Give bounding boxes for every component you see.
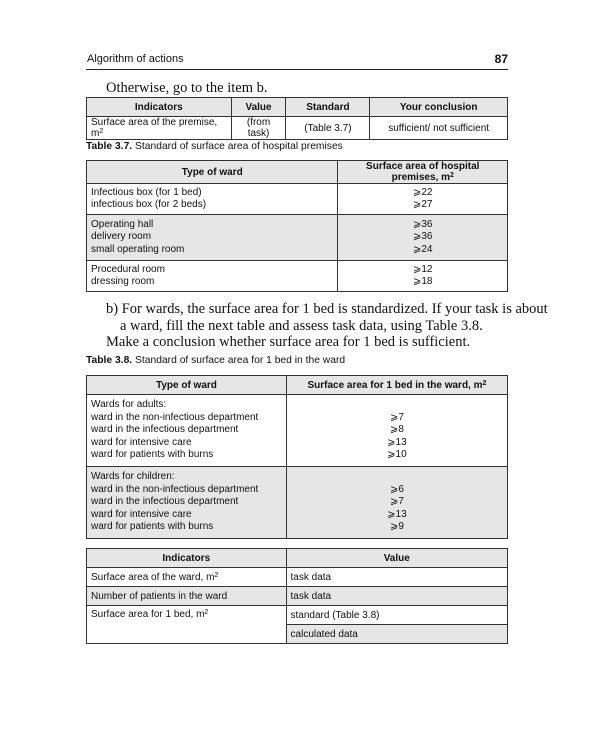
ward-calculation-table — [86, 548, 508, 644]
paragraph-line: a ward, fill the next table and assess task data, using Table 3.8. — [120, 318, 483, 334]
table-header-row — [87, 161, 508, 184]
column-header: Type of ward — [87, 161, 338, 184]
table-caption: Table 3.7. Standard of surface area of hospital premises — [86, 141, 343, 152]
column-header: Surface area for 1 bed in the ward, $m^2$ — [286, 376, 507, 395]
table-cell: Wards for children: ward in the non-infectious department ward in the infectious department ward for intensive care ward for patients with burns — [87, 467, 287, 539]
column-header: Indicators — [87, 549, 287, 568]
table-cell: Wards for adults: ward in the non-infectious department ward in the infectious department ward for intensive care ward for patients with burns — [87, 395, 287, 467]
table-cell: ⩾12 ⩾18 — [338, 261, 508, 292]
table-cell: task data — [286, 568, 507, 587]
table-cell: calculated data — [286, 625, 507, 644]
table-cell: sufficient/ not sufficient — [370, 117, 508, 140]
table-row — [87, 467, 508, 539]
table-cell: task data — [286, 587, 507, 606]
table-cell: ⩾7 ⩾8 ⩾13 ⩾10 — [286, 395, 507, 467]
table-row — [87, 117, 508, 140]
column-header: Surface area of hospital premises, $m^2$ — [338, 161, 508, 184]
table-cell: ⩾22 ⩾27 — [338, 184, 508, 215]
table-cell: Surface area for 1 bed, $m^2$ — [87, 606, 287, 644]
intro-text: Otherwise, go to the item b. — [106, 80, 268, 96]
table-cell: Infectious box (for 1 bed) infectious box (for 2 beds) — [87, 184, 338, 215]
table-row — [87, 184, 508, 215]
paragraph-line: Make a conclusion whether surface area for 1 bed is sufficient. — [106, 334, 471, 350]
table-cell: standard (Table 3.8) — [286, 606, 507, 625]
table-cell: ⩾6 ⩾7 ⩾13 ⩾9 — [286, 467, 507, 539]
table-cell: Number of patients in the ward — [87, 587, 287, 606]
table-row — [87, 568, 508, 587]
table-header-row — [87, 376, 508, 395]
table-header-row — [87, 98, 508, 117]
table-cell: Surface area of the premise, $m^2$ — [87, 117, 232, 140]
column-header: Standard — [286, 98, 370, 117]
table-header-row — [87, 549, 508, 568]
page-number: 87 — [494, 52, 508, 66]
table-cell: Surface area of the ward, $m^2$ — [87, 568, 287, 587]
header-title: Algorithm of actions — [87, 53, 184, 65]
table-row — [87, 606, 508, 625]
table-cell: ⩾36 ⩾36 ⩾24 — [338, 215, 508, 261]
table-row — [87, 395, 508, 467]
table-row — [87, 261, 508, 292]
table-cell: Operating hall delivery room small operating room — [87, 215, 338, 261]
running-header — [86, 51, 508, 70]
column-header: Your conclusion — [370, 98, 508, 117]
ward-bed-area-table — [86, 375, 508, 539]
paragraph-line: b) For wards, the surface area for 1 bed is standardized. If your task is about — [106, 301, 548, 317]
column-header: Value — [286, 549, 507, 568]
table-row — [87, 587, 508, 606]
table-caption: Table 3.8. Standard of surface area for 1 bed in the ward — [86, 355, 346, 366]
table-cell: (from task) — [231, 117, 286, 140]
table-cell: Procedural room dressing room — [87, 261, 338, 292]
column-header: Indicators — [87, 98, 232, 117]
table-row — [87, 215, 508, 261]
conclusion-table — [86, 97, 508, 140]
hospital-premises-table — [86, 160, 508, 292]
column-header: Value — [231, 98, 286, 117]
table-cell: (Table 3.7) — [286, 117, 370, 140]
column-header: Type of ward — [87, 376, 287, 395]
